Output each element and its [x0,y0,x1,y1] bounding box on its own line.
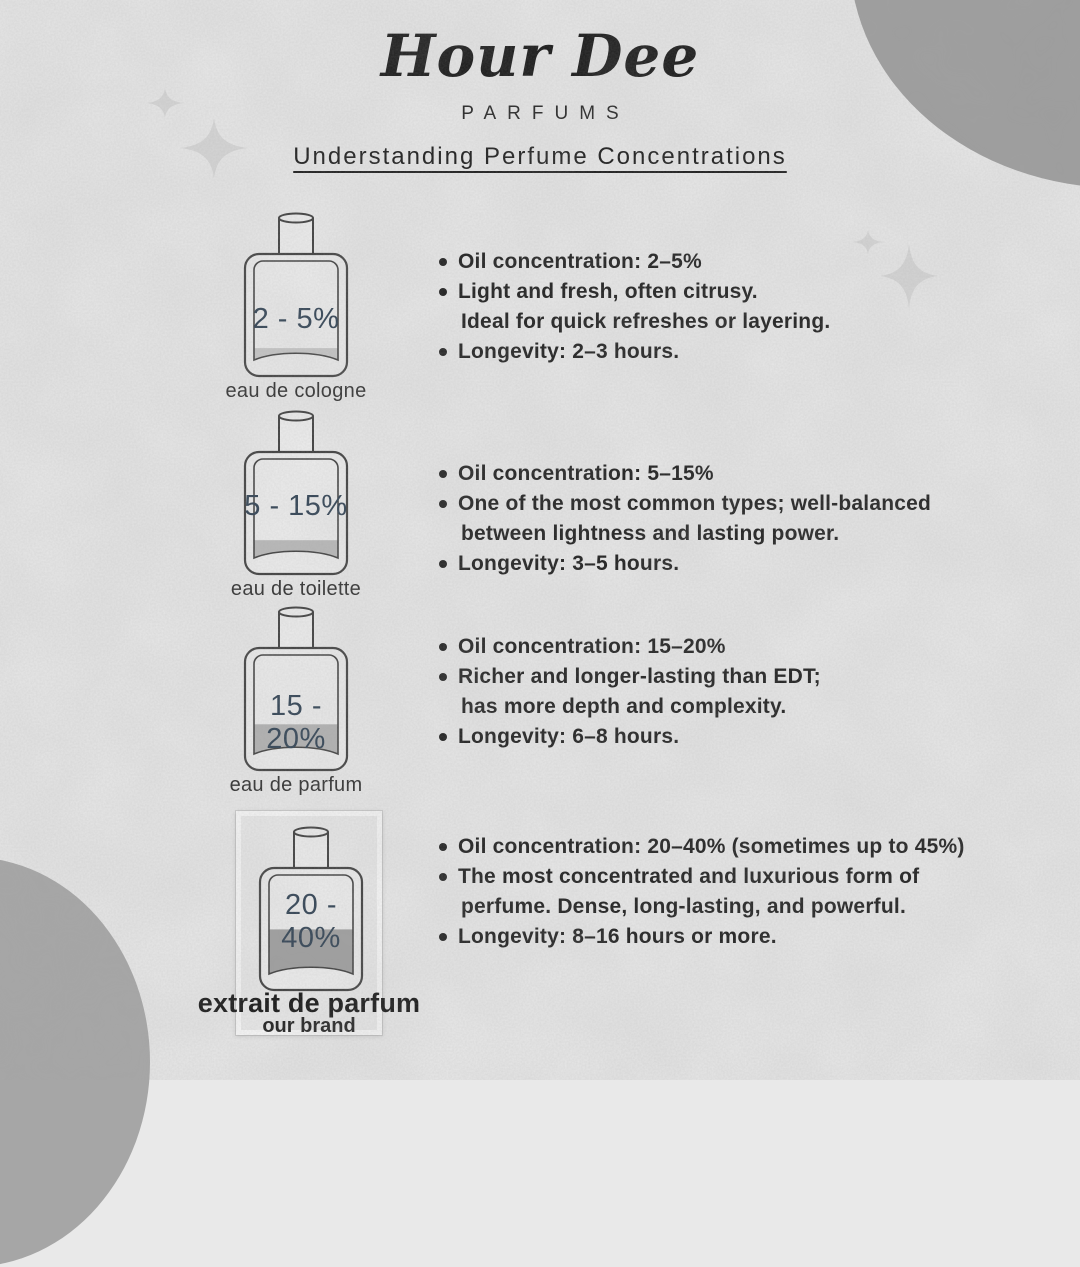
bottle-type-label: extrait de parfum [197,988,421,1018]
page-title: Understanding Perfume Concentrations [293,143,787,170]
bullet-item: One of the most common types; well-balanced between lightness and lasting power. [437,489,1057,549]
our-brand-label: our brand [262,1015,356,1037]
bottle-group-eau-de-parfum [229,602,363,796]
bullet-item: Longevity: 2–3 hours. [437,337,1057,367]
bottle-type-label: eau de toilette [230,578,362,600]
bullet-item: Richer and longer-lasting than EDT; has more depth and complexity. [437,662,1057,722]
concentration-range: 2 - 5% [252,303,340,335]
info-list-eau-de-parfum [437,632,1057,752]
bottle-type-label: eau de parfum [229,774,363,796]
bullet-item: Oil concentration: 5–15% [437,459,1057,489]
bullet-item: Longevity: 8–16 hours or more. [437,922,1057,952]
perfume-bottle-illustration [241,208,351,390]
bullet-item: Oil concentration: 2–5% [437,247,1057,277]
bullet-item: Longevity: 3–5 hours. [437,549,1057,579]
concentration-range: 15 - 20% [266,690,326,755]
bottle-group-eau-de-cologne [225,208,367,402]
bullet-item: Oil concentration: 15–20% [437,632,1057,662]
bullet-item: The most concentrated and luxurious form of perfume. Dense, long-lasting, and powerful. [437,862,1057,922]
background-blob-bottom-left [0,857,150,1267]
concentration-range: 5 - 15% [244,490,348,522]
info-list-eau-de-cologne [437,247,1057,367]
our-brand-highlight-frame [197,811,421,1037]
brand-logo: Hour Dee [380,22,700,90]
bullet-item: Light and fresh, often citrusy. Ideal for quick refreshes or layering. [437,277,1057,337]
bottle-group-extrait-de-parfum [256,822,366,1009]
concentration-range: 20 - 40% [281,889,341,954]
brand-subtitle: PARFUMS [461,103,630,124]
bottle-group-eau-de-toilette [230,406,362,600]
info-list-eau-de-toilette [437,459,1057,579]
bottle-type-label: eau de cologne [225,380,367,402]
bullet-item: Longevity: 6–8 hours. [437,722,1057,752]
info-list-extrait-de-parfum [437,832,1057,952]
bullet-item: Oil concentration: 20–40% (sometimes up to 45%) [437,832,1057,862]
